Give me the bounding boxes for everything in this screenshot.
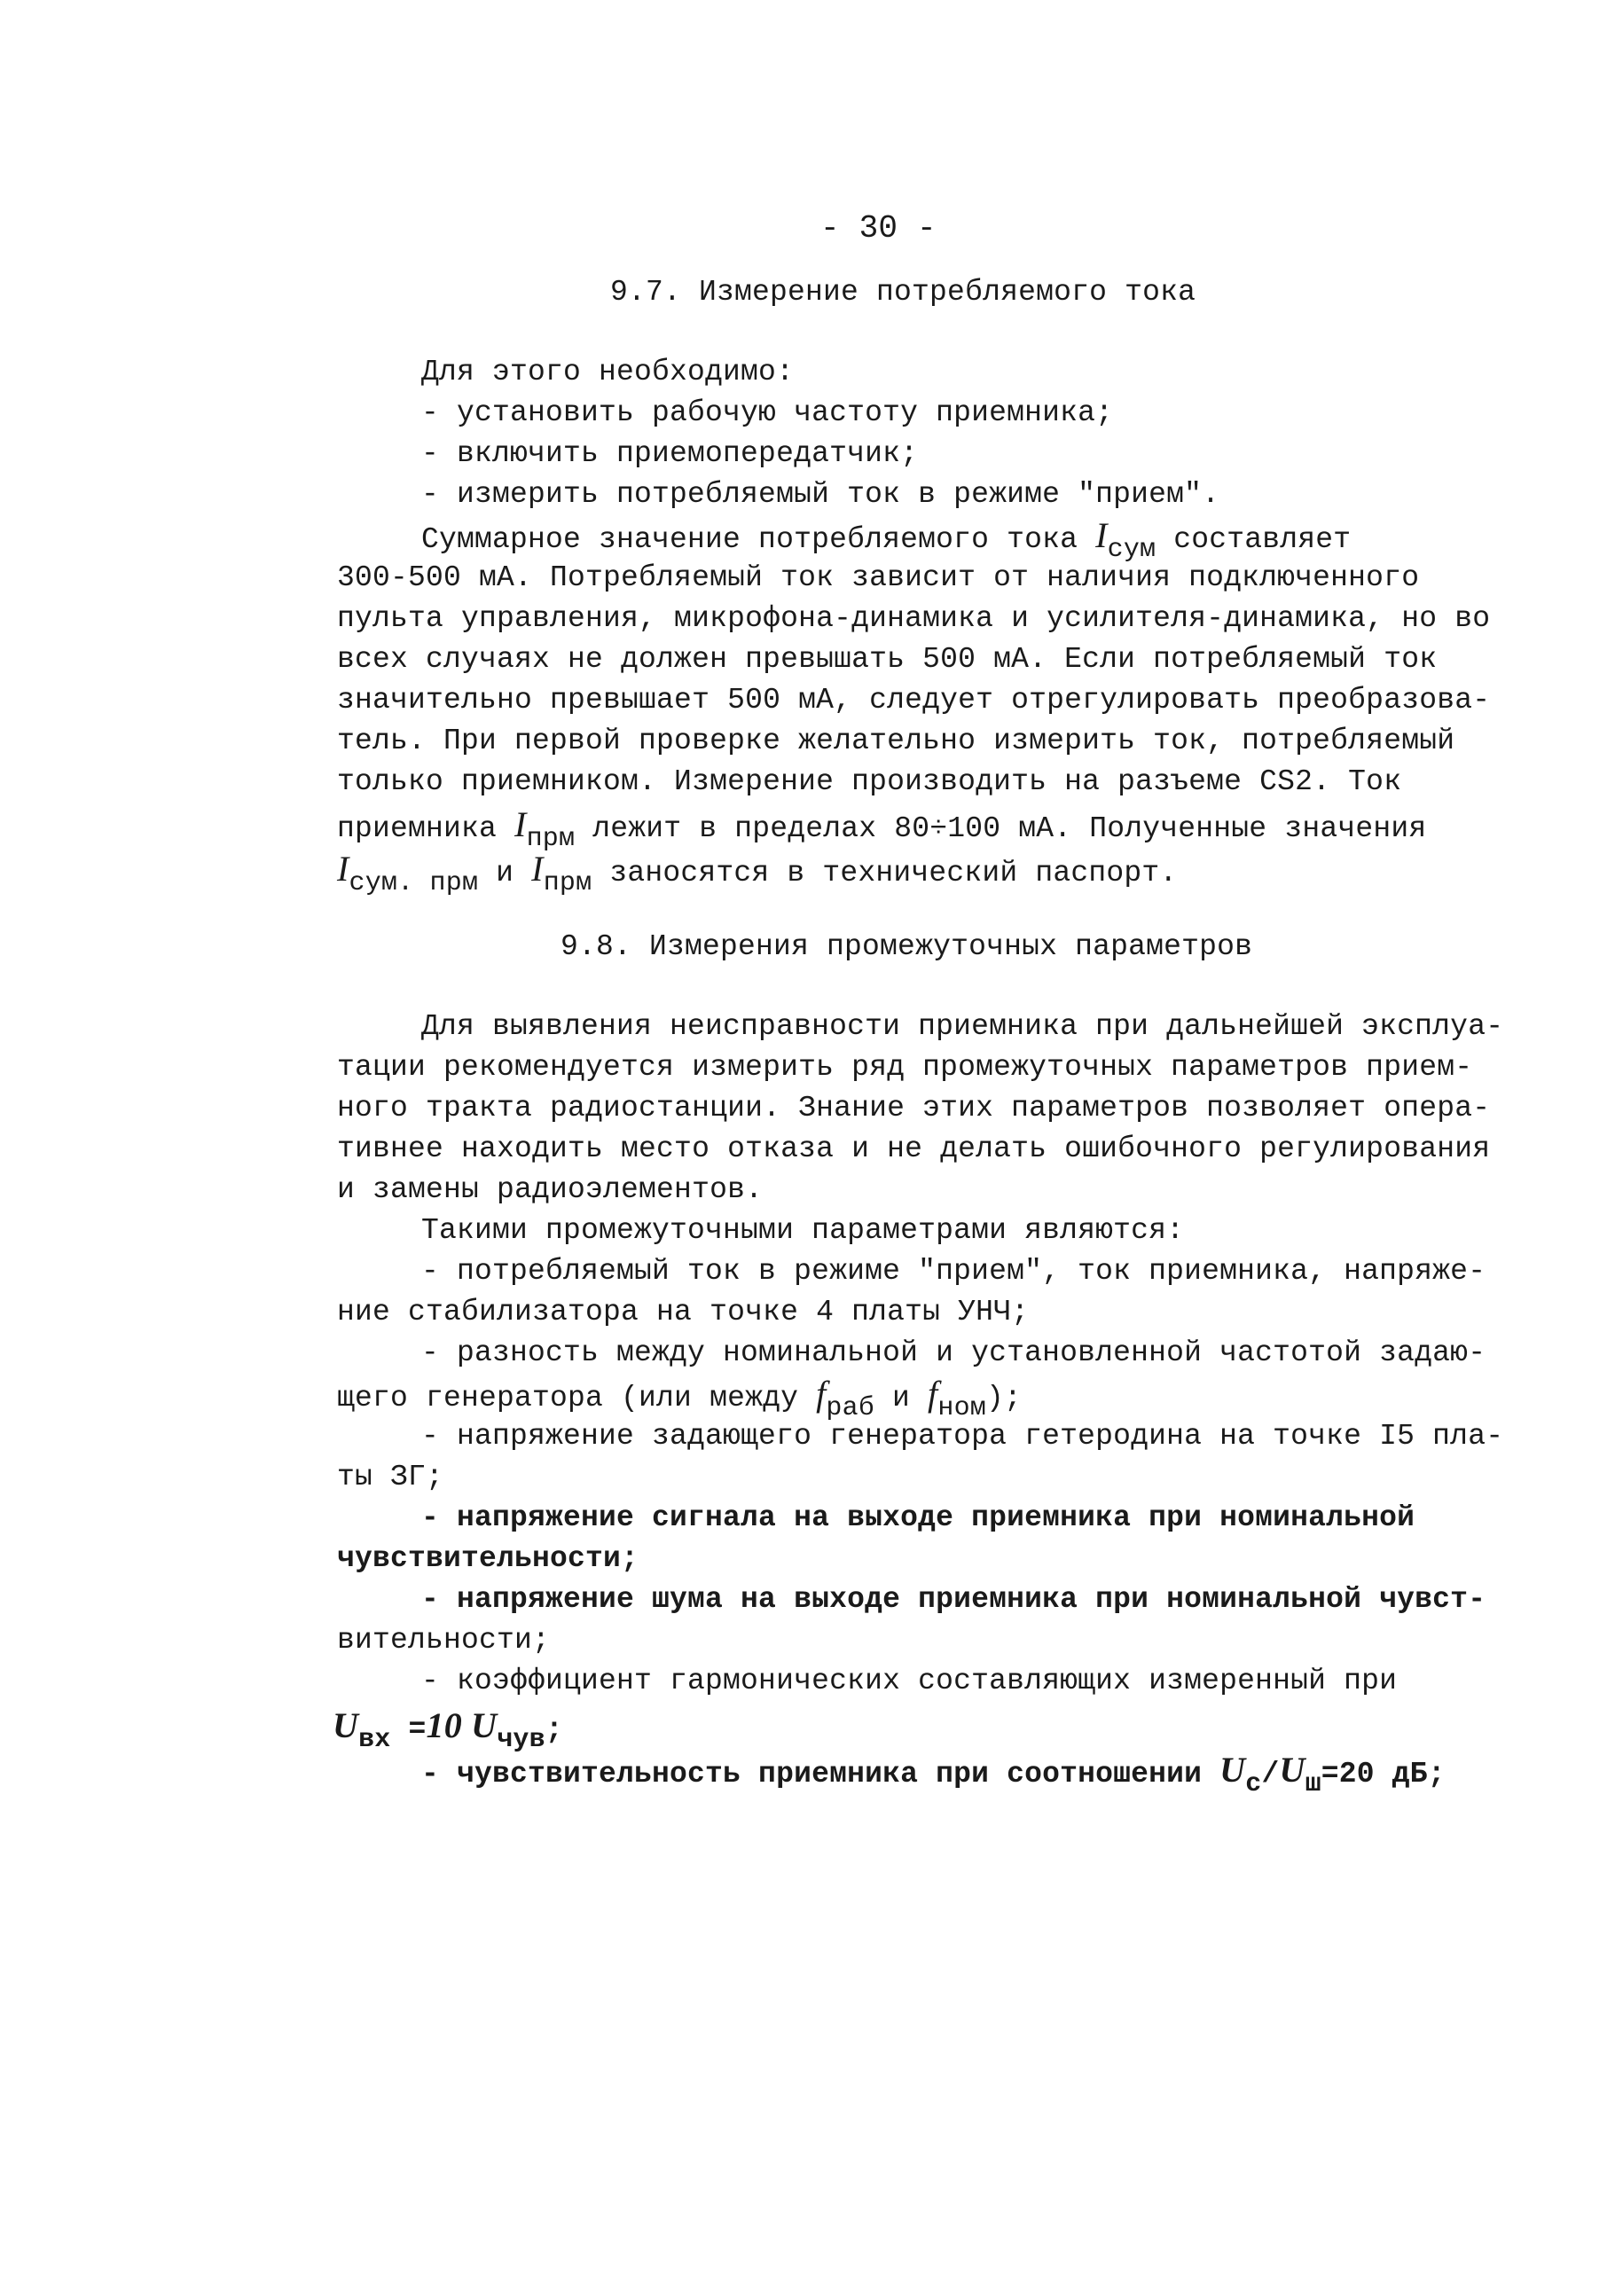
text: составляет	[1156, 523, 1352, 556]
list-item: - напряжение задающего генератора гетеродина на точке I5 пла-	[421, 1420, 1504, 1453]
paragraph-line: Для выявления неисправности приемника при дальнейшей эксплуа-	[421, 1010, 1504, 1043]
list-item: - напряжение сигнала на выходе приемника при номинальной	[421, 1501, 1415, 1534]
list-item: - установить рабочую частоту приемника;	[421, 396, 1114, 429]
text: заносятся в технический паспорт.	[592, 857, 1178, 889]
text: - чувствительность приемника при соотношении	[421, 1758, 1220, 1791]
text: и	[478, 857, 532, 889]
subscript: вх	[358, 1725, 391, 1755]
list-item: - напряжение шума на выходе приемника при номинальной чувст-	[421, 1583, 1486, 1616]
formula-line	[333, 1705, 563, 1755]
text: ;	[545, 1713, 563, 1746]
paragraph-line: тивнее находить место отказа и не делать ошибочного регулирования	[337, 1132, 1491, 1165]
paragraph-line: 300-500 мА. Потребляемый ток зависит от наличия подключенного	[337, 561, 1420, 594]
subscript: раб	[826, 1393, 875, 1423]
page-number: - 30 -	[820, 210, 937, 247]
subscript: прм	[543, 868, 592, 898]
paragraph-line: всех случаях не должен превышать 500 мА. Если потребляемый ток	[337, 643, 1438, 676]
list-item: - потребляемый ток в режиме "прием", ток приемника, напряже-	[421, 1255, 1486, 1288]
paragraph-line: и замены радиоэлементов.	[337, 1173, 764, 1206]
subscript: чув	[497, 1725, 545, 1755]
text: );	[985, 1382, 1022, 1414]
frequency-symbol: f	[928, 1374, 938, 1414]
list-item-continuation: ние стабилизатора на точке 4 платы УНЧ;	[337, 1296, 1030, 1328]
subscript: сум	[1107, 535, 1156, 565]
current-symbol: I	[337, 849, 349, 889]
current-symbol: I	[531, 849, 544, 889]
subscript: ш	[1305, 1769, 1321, 1799]
subscript: прм	[526, 824, 576, 854]
paragraph-line: тель. При первой проверке желательно измерить ток, потребляемый	[337, 725, 1455, 757]
list-item-continuation: чувствительности;	[337, 1542, 639, 1575]
section-heading-9-7: 9.7. Измерение потребляемого тока	[610, 276, 1196, 309]
list-item: - включить приемопередатчик;	[421, 437, 919, 470]
voltage-symbol: U	[333, 1705, 359, 1745]
list-item	[421, 1750, 1446, 1799]
text: Суммарное значение потребляемого тока	[421, 523, 1096, 556]
list-item: - коэффициент гармонических составляющих измеренный при	[421, 1665, 1398, 1697]
voltage-symbol: U	[1279, 1750, 1305, 1790]
text: приемника	[337, 812, 515, 845]
list-item: - измерить потребляемый ток в режиме "прием".	[421, 478, 1220, 511]
paragraph-line	[421, 515, 1352, 565]
paragraph-line: только приемником. Измерение производить на разъеме CS2. Ток	[337, 765, 1402, 798]
text: и	[874, 1382, 929, 1414]
current-symbol: I	[1095, 515, 1108, 555]
paragraph-line: Такими промежуточными параметрами являются:	[421, 1214, 1185, 1247]
text-line: Для этого необходимо:	[421, 356, 795, 388]
subscript: ном	[937, 1393, 986, 1423]
text: щего генератора (или между	[337, 1382, 817, 1414]
subscript: сум. прм	[349, 868, 479, 898]
voltage-symbol: U	[1219, 1750, 1246, 1790]
list-item-continuation	[337, 1374, 1022, 1423]
paragraph-line: ного тракта радиостанции. Знание этих параметров позволяет опера-	[337, 1092, 1491, 1124]
paragraph-line: тации рекомендуется измерить ряд промежуточных параметров прием-	[337, 1051, 1473, 1084]
text: =	[390, 1713, 427, 1746]
paragraph-line	[337, 849, 1178, 898]
subscript: c	[1245, 1769, 1262, 1799]
text: =20 дБ;	[1321, 1758, 1446, 1791]
list-item-continuation: вительности;	[337, 1624, 551, 1657]
section-heading-9-8: 9.8. Измерения промежуточных параметров	[561, 930, 1253, 963]
paragraph-line: значительно превышает 500 мА, следует отрегулировать преобразова-	[337, 684, 1491, 717]
text: /	[1261, 1758, 1280, 1791]
list-item-continuation: ты ЗГ;	[337, 1461, 444, 1493]
current-symbol: I	[514, 804, 527, 844]
list-item: - разность между номинальной и установленной частотой задаю-	[421, 1336, 1486, 1369]
text: лежит в пределах 80÷100 мА. Полученные значения	[575, 812, 1427, 845]
voltage-symbol: 10 U	[426, 1705, 498, 1745]
paragraph-line: пульта управления, микрофона-динамика и усилителя-динамика, но во	[337, 602, 1491, 635]
frequency-symbol: f	[816, 1374, 827, 1414]
paragraph-line	[337, 804, 1427, 854]
